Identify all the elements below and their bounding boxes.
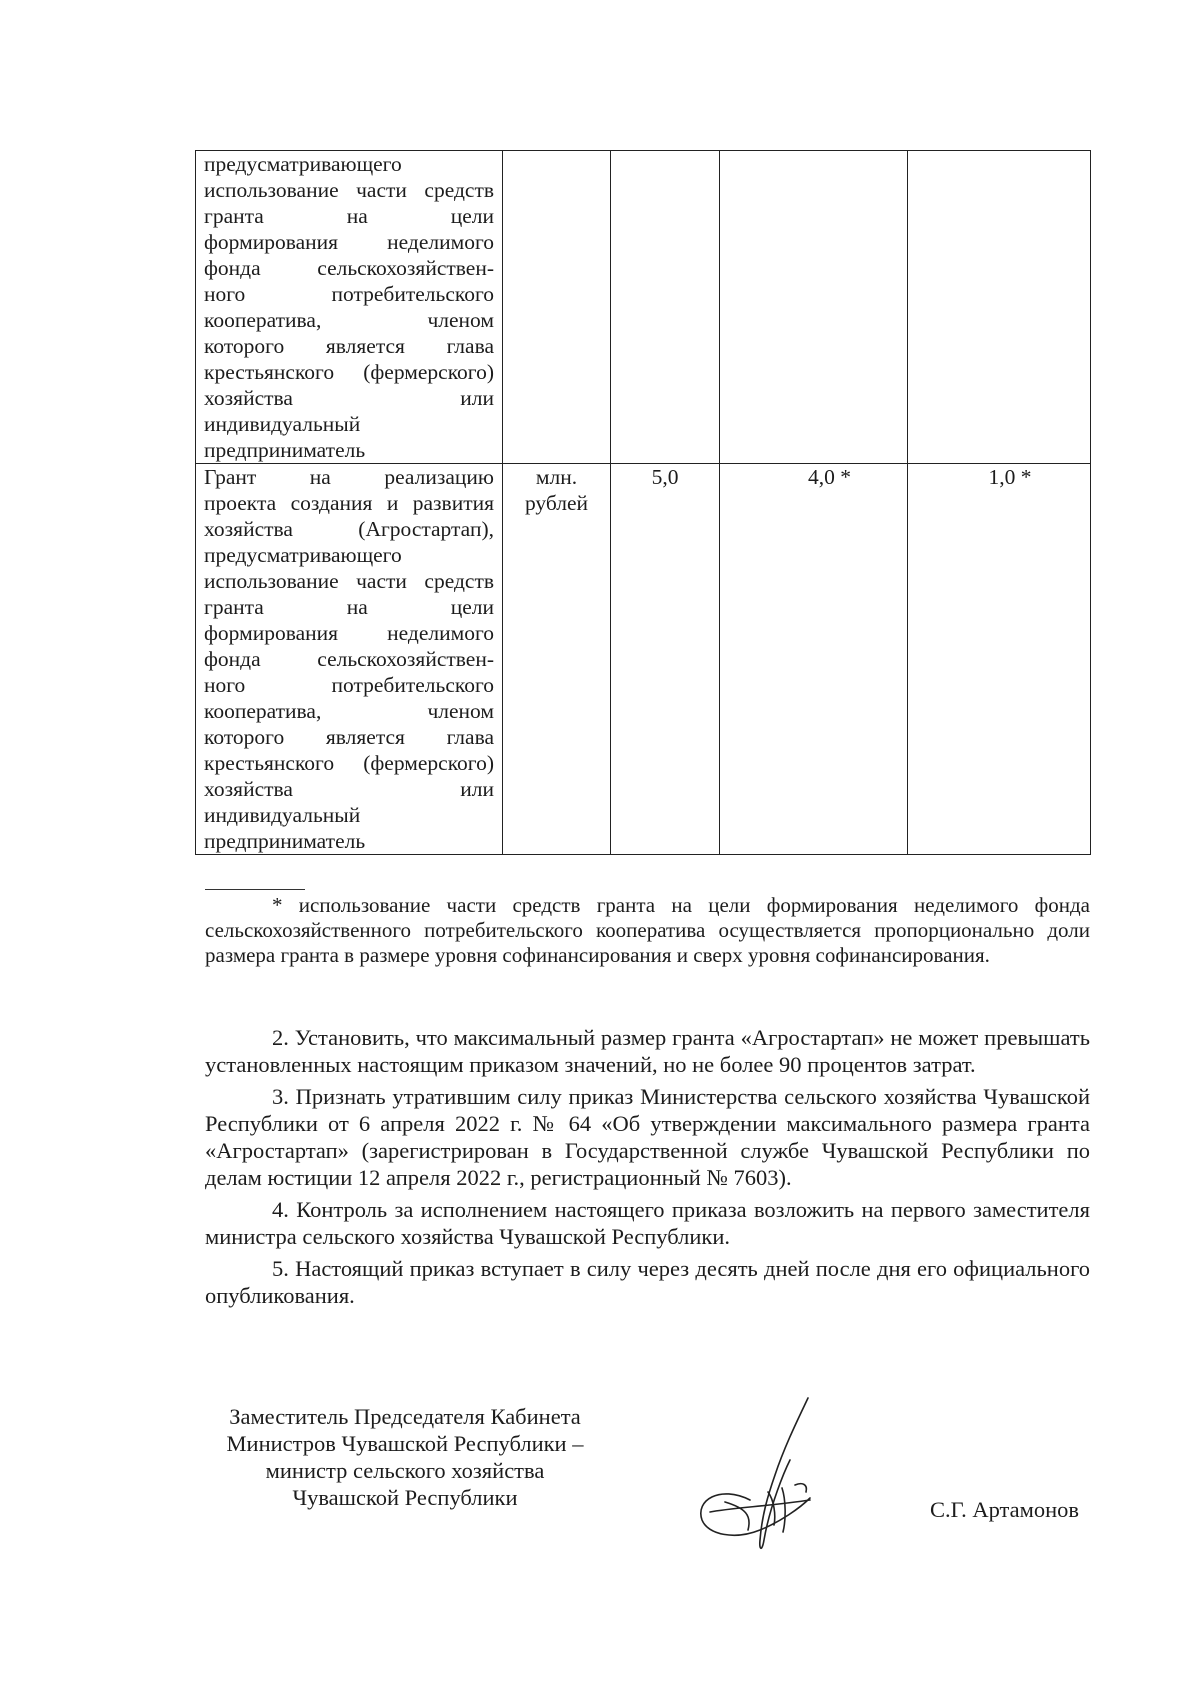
cofinancing-cell — [720, 151, 908, 464]
handwritten-signature — [690, 1390, 840, 1560]
description-line: формирования неделимого — [204, 621, 494, 645]
description-line: которого является глава — [204, 334, 494, 358]
description-line: индивидуальный — [204, 803, 361, 827]
description-line: хозяйства или — [204, 386, 494, 410]
description-line: крестьянского (фермерского) — [204, 360, 494, 384]
footnote: * использование части средств гранта на цели формирования неделимого фонда сельскохозяйственного потребительского кооператива осуществляется пропорционально доли размера гранта в размере уровня софинансирования и сверх уровня софинансирования. — [205, 893, 1090, 967]
description-line: хозяйства (Агростартап), — [204, 517, 494, 541]
description-line: предусматривающего — [204, 152, 402, 176]
max-grant-cell — [611, 151, 720, 464]
grant-values-table — [195, 150, 1091, 855]
description-line: кооператива, членом — [204, 308, 494, 332]
description-line: Грант на реализацию — [204, 465, 494, 489]
description-line: кооператива, членом — [204, 699, 494, 723]
unit-line: рублей — [524, 491, 589, 515]
signatory-title-line: Министров Чувашской Республики – — [226, 1431, 584, 1456]
signatory-title-line: Чувашской Республики — [292, 1485, 518, 1510]
description-line: использование части средств — [204, 178, 494, 202]
signatory-title — [205, 1403, 605, 1511]
row-description-cell — [196, 151, 503, 464]
description-line: хозяйства или — [204, 777, 494, 801]
cofinancing-cell: 4,0 * — [720, 464, 908, 855]
signatory-title-line: министр сельского хозяйства — [265, 1458, 545, 1483]
unit-cell — [503, 464, 611, 855]
table-row — [196, 151, 1091, 464]
description-line: предприниматель — [204, 829, 366, 853]
description-line: гранта на цели — [204, 204, 494, 228]
unit-cell — [503, 151, 611, 464]
above-cofinancing-cell: 1,0 * — [908, 464, 1091, 855]
description-line: формирования неделимого — [204, 230, 494, 254]
description-line: крестьянского (фермерского) — [204, 751, 494, 775]
description-line: предусматривающего — [204, 543, 402, 567]
paragraph-4: 4. Контроль за исполнением настоящего приказа возложить на первого заместителя министра сельского хозяйства Чувашской Республики. — [205, 1197, 1090, 1249]
description-line: ного потребительского — [204, 673, 494, 697]
paragraph-3: 3. Признать утратившим силу приказ Министерства сельского хозяйства Чувашской Республики от 6 апреля 2022 г. № 64 «Об утверждении максимального размера гранта «Агростартап» (зарегистрирован в Государственной службе Чувашской Республики по делам юстиции 12 апреля 2022 г., регистрационный № 7603). — [205, 1084, 1090, 1190]
description-line: фонда сельскохозяйствен- — [204, 256, 494, 280]
signatory-title-line: Заместитель Председателя Кабинета — [229, 1404, 581, 1429]
description-line: гранта на цели — [204, 595, 494, 619]
description-line: ного потребительского — [204, 282, 494, 306]
description-line: использование части средств — [204, 569, 494, 593]
max-grant-cell: 5,0 — [611, 464, 720, 855]
description-line: индивидуальный — [204, 412, 361, 436]
description-line: фонда сельскохозяйствен- — [204, 647, 494, 671]
table-row — [196, 464, 1091, 855]
description-line: проекта создания и развития — [204, 491, 494, 515]
footnote-separator — [205, 889, 305, 890]
above-cofinancing-cell — [908, 151, 1091, 464]
row-description-cell — [196, 464, 503, 855]
signatory-name: С.Г. Артамонов — [930, 1497, 1080, 1522]
description-line: предприниматель — [204, 438, 366, 462]
description-line: которого является глава — [204, 725, 494, 749]
paragraph-5: 5. Настоящий приказ вступает в силу через десять дней после дня его официального опубликования. — [205, 1256, 1090, 1308]
paragraph-2: 2. Установить, что максимальный размер гранта «Агростартап» не может превышать установленных настоящим приказом значений, но не более 90 процентов затрат. — [205, 1025, 1090, 1077]
order-paragraphs — [205, 1024, 1090, 1314]
unit-line: млн. — [535, 465, 578, 489]
